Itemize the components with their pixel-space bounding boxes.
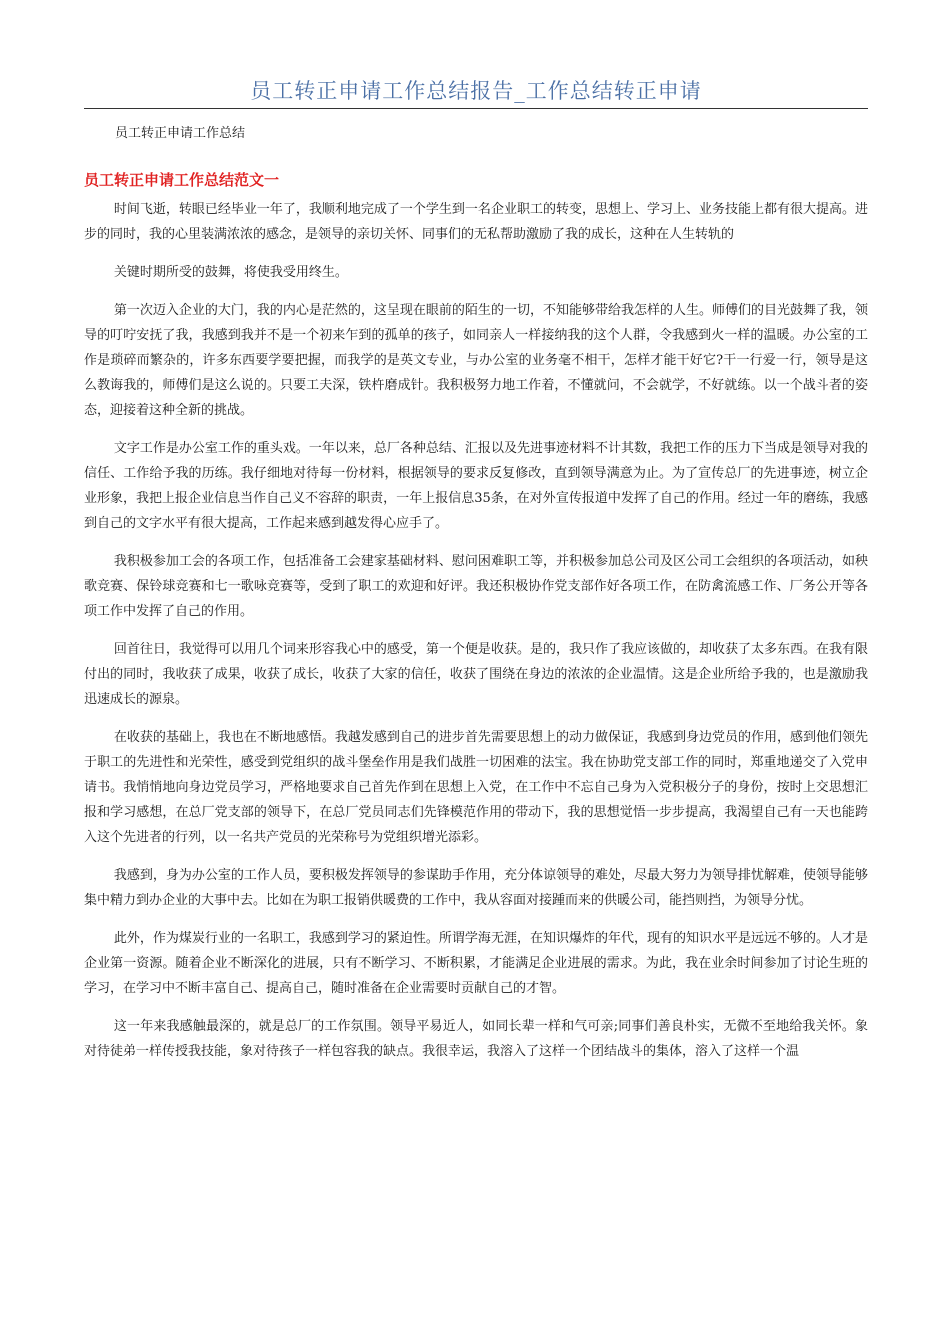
- paragraph-5: 我积极参加工会的各项工作，包括准备工会建家基础材料、慰问困难职工等，并积极参加总公司及区公司工会组织的各项活动，如秧歌竞赛、保铃球竞赛和七一歌咏竞赛等，受到了职工的欢迎和好评。我还积极协作党支部作好各项工作，在防禽流感工作、厂务公开等各项工作中发挥了自己的作用。: [84, 554, 868, 619]
- paragraph-6: 回首往日，我觉得可以用几个词来形容我心中的感受，第一个便是收获。是的，我只作了我应该做的，却收获了太多东西。在我有限付出的同时，我收获了成果，收获了成长，收获了大家的信任，收获了围绕在身边的浓浓的企业温情。这是企业所给予我的，也是激励我迅速成长的源泉。: [84, 642, 868, 707]
- paragraph-9: 此外，作为煤炭行业的一名职工，我感到学习的紧迫性。所谓学海无涯，在知识爆炸的年代，现有的知识水平是远远不够的。人才是企业第一资源。随着企业不断深化的进展，只有不断学习、不断积累，才能满足企业进展的需求。为此，我在业余时间参加了讨论生班的学习，在学习中不断丰富自己、提高自己，随时准备在企业需要时贡献自己的才智。: [84, 931, 868, 996]
- document-title: 员工转正申请工作总结报告_工作总结转正申请: [250, 79, 702, 103]
- paragraph-8: 我感到，身为办公室的工作人员，要积极发挥领导的参谋助手作用，充分体谅领导的难处，尽最大努力为领导排忧解难，使领导能够集中精力到办企业的大事中去。比如在为职工报销供暖费的工作中，我从容面对接踵而来的供暖公司，能挡则挡，为领导分忧。: [84, 868, 868, 908]
- paragraph-7: 在收获的基础上，我也在不断地感悟。我越发感到自己的进步首先需要思想上的动力做保证，我感到身边党员的作用，感到他们领先于职工的先进性和光荣性，感受到党组织的战斗堡垒作用是我们战胜一切困难的法宝。我在协助党支部工作的同时，郑重地递交了入党申请书。我悄悄地向身边党员学习，严格地要求自己首先作到在思想上入党，在工作中不忘自己身为入党积极分子的身份，按时上交思想汇报和学习感想，在总厂党支部的领导下，在总厂党员同志们先锋模范作用的带动下，我的思想觉悟一步步提高，我渴望自己有一天也能跨入这个先进者的行列，以一名共产党员的光荣称号为党组织增光添彩。: [84, 730, 868, 845]
- paragraph-3: 第一次迈入企业的大门，我的内心是茫然的，这呈现在眼前的陌生的一切，不知能够带给我怎样的人生。师傅们的目光鼓舞了我，领导的叮咛安抚了我，我感到我并不是一个初来乍到的孤单的孩子，如同亲人一样接纳我的这个人群，令我感到火一样的温暖。办公室的工作是琐碎而繁杂的，许多东西要学要把握，而我学的是英文专业，与办公室的业务毫不相干，怎样才能干好它?干一行爱一行，领导是这么教诲我的，师傅们是这么说的。只要工夫深，铁杵磨成针。我积极努力地工作着，不懂就问，不会就学，不好就练。以一个战斗者的姿态，迎接着这种全新的挑战。: [84, 303, 868, 418]
- paragraph-1: 时间飞逝，转眼已经毕业一年了，我顺利地完成了一个学生到一名企业职工的转变，思想上、学习上、业务技能上都有很大提高。进步的同时，我的心里装满浓浓的感念，是领导的亲切关怀、同事们的无私帮助激励了我的成长，这种在人生转轨的: [84, 202, 868, 242]
- document-page: [84, 0, 868, 1344]
- document-intro: 员工转正申请工作总结: [115, 126, 246, 141]
- paragraph-10: 这一年来我感触最深的，就是总厂的工作氛围。领导平易近人，如同长辈一样和气可亲;同事们善良朴实，无微不至地给我关怀。象对待徒弟一样传授我技能，象对待孩子一样包容我的缺点。我很幸运，我溶入了这样一个团结战斗的集体，溶入了这样一个温: [84, 1019, 868, 1059]
- document-body: [84, 197, 868, 1077]
- paragraph-2: 关键时期所受的鼓舞，将使我受用终生。: [113, 265, 348, 280]
- paragraph-4: 文字工作是办公室工作的重头戏。一年以来，总厂各种总结、汇报以及先进事迹材料不计其数，我把工作的压力下当成是领导对我的信任、工作给予我的历练。我仔细地对待每一份材料，根据领导的要求反复修改，直到领导满意为止。为了宣传总厂的先进事迹，树立企业形象，我把上报企业信息当作自己义不容辞的职责，一年上报信息35条，在对外宣传报道中发挥了自己的作用。经过一年的磨练，我感到自己的文字水平有很大提高，工作起来感到越发得心应手了。: [84, 441, 868, 531]
- title-divider: [84, 108, 868, 109]
- section-heading: 员工转正申请工作总结范文一: [84, 171, 280, 189]
